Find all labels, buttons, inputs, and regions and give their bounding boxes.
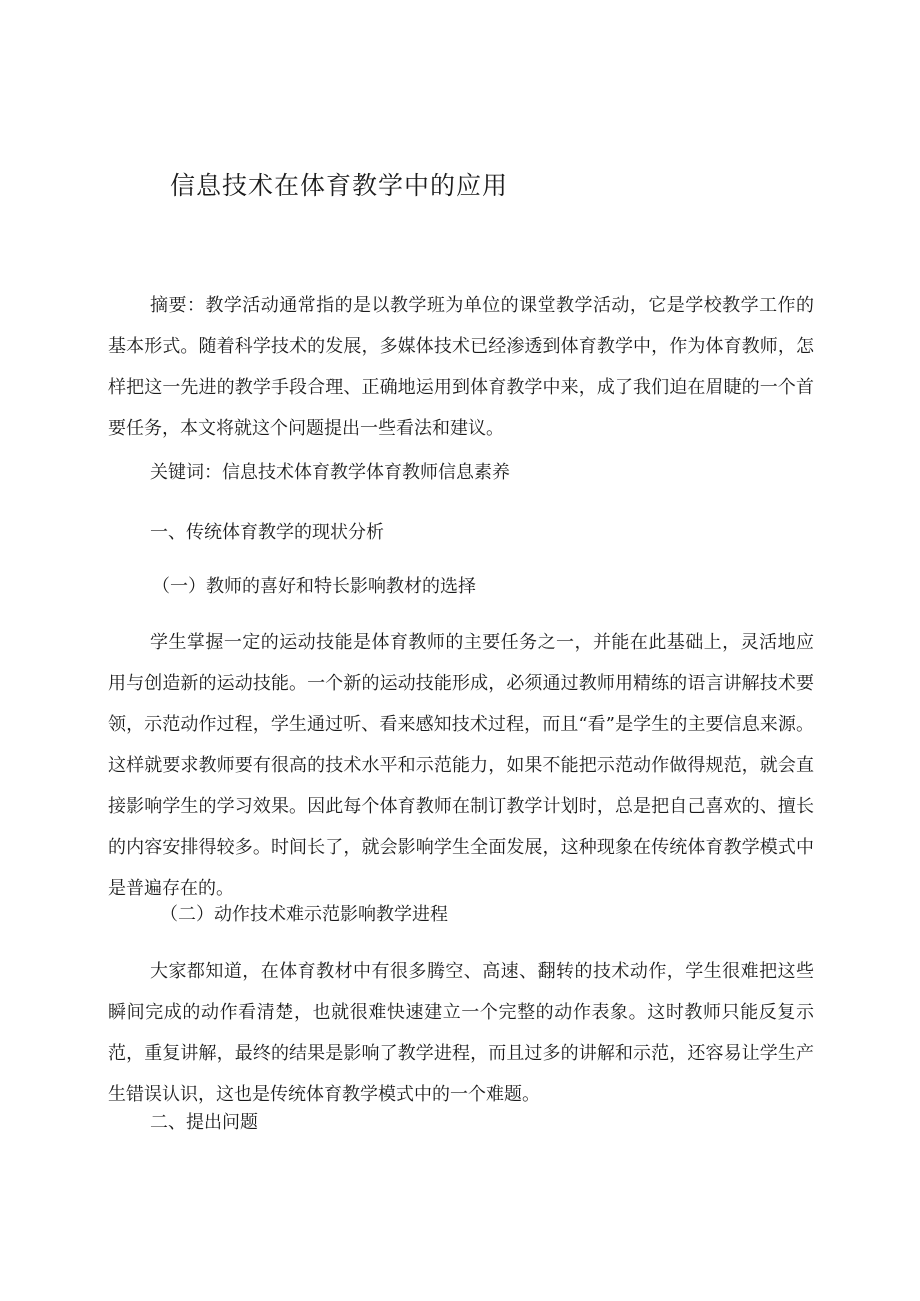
subsection-heading-2: （二）动作技术难示范影响教学进程 <box>160 904 448 925</box>
section-heading-1: 一、传统体育教学的现状分析 <box>150 522 384 543</box>
abstract-paragraph: 摘要：教学活动通常指的是以教学班为单位的课堂教学活动，它是学校教学工作的基本形式。随着科学技术的发展，多媒体技术已经渗透到体育教学中，作为体育教师，怎样把这一先进的教学手段合理、正确地运用到体育教学中来，成了我们迫在眉睫的一个首要任务，本文将就这个问题提出一些看法和建议。 <box>108 295 814 439</box>
body-paragraph-1: 学生掌握一定的运动技能是体育教师的主要任务之一，并能在此基础上，灵活地应用与创造新的运动技能。一个新的运动技能形成，必须通过教师用精练的语言讲解技术要领，示范动作过程，学生通过听、看来感知技术过程，而且“看”是学生的主要信息来源。这样就要求教师要有很高的技术水平和示范能力，如果不能把示范动作做得规范，就会直接影响学生的学习效果。因此每个体育教师在制订教学计划时，总是把自己喜欢的、擅长的内容安排得较多。时间长了，就会影响学生全面发展，这种现象在传统体育教学模式中是普遍存在的。 <box>108 632 814 899</box>
section-heading-2: 二、提出问题 <box>150 1112 258 1133</box>
keywords-line: 关键词：信息技术体育教学体育教师信息素养 <box>150 462 510 483</box>
body-paragraph-2: 大家都知道，在体育教材中有很多腾空、高速、翻转的技术动作，学生很难把这些瞬间完成的动作看清楚，也就很难快速建立一个完整的动作表象。这时教师只能反复示范，重复讲解，最终的结果是影响了教学进程，而且过多的讲解和示范，还容易让学生产生错误认识，这也是传统体育教学模式中的一个难题。 <box>108 961 814 1105</box>
document-title: 信息技术在体育教学中的应用 <box>170 171 509 200</box>
subsection-heading-1: （一）教师的喜好和特长影响教材的选择 <box>152 576 476 597</box>
